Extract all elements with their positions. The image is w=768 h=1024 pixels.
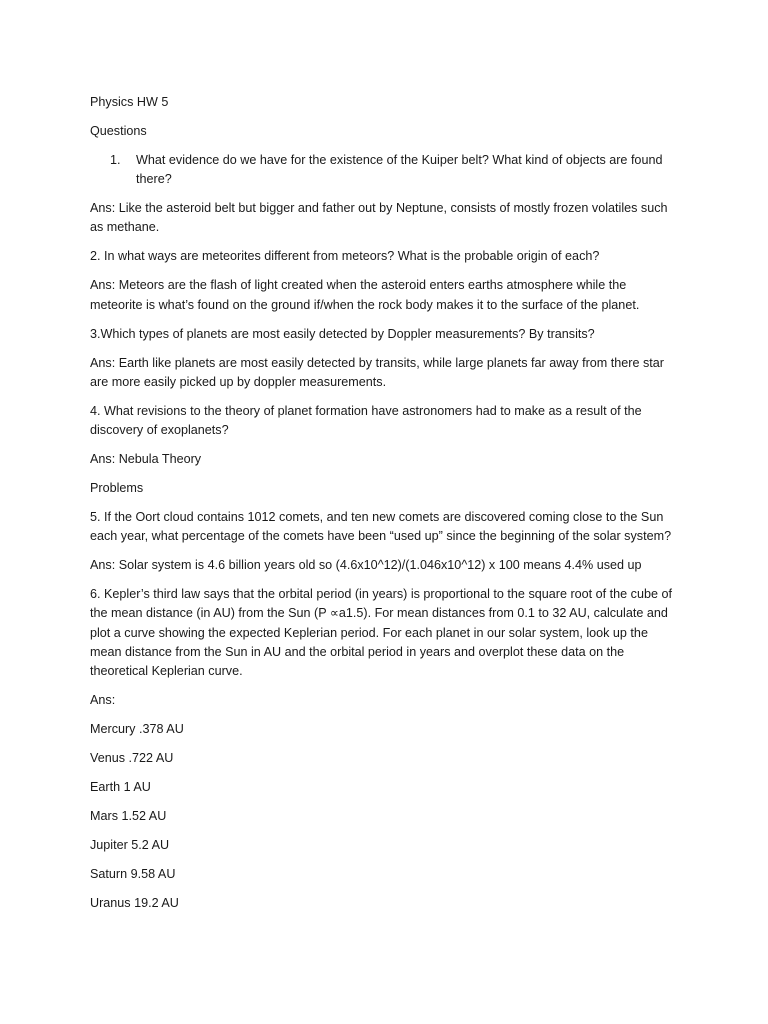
planet-saturn: Saturn 9.58 AU xyxy=(90,867,176,882)
question-1-number: 1. xyxy=(110,153,121,167)
answer-3: Ans: Earth like planets are most easily detected by transits, while large planets far away from there star are more easily picked up by doppler measurements. xyxy=(90,355,664,389)
planet-earth: Earth 1 AU xyxy=(90,780,151,795)
planet-venus: Venus .722 AU xyxy=(90,751,174,766)
questions-heading: Questions xyxy=(90,124,147,138)
question-2: 2. In what ways are meteorites different from meteors? What is the probable origin of each? xyxy=(90,249,600,264)
answer-1: Ans: Like the asteroid belt but bigger and father out by Neptune, consists of mostly frozen volatiles such as methane. xyxy=(90,201,668,235)
question-3: 3.Which types of planets are most easily detected by Doppler measurements? By transits? xyxy=(90,326,595,341)
planet-uranus: Uranus 19.2 AU xyxy=(90,896,179,911)
planet-mars: Mars 1.52 AU xyxy=(90,809,167,824)
answer-2: Ans: Meteors are the flash of light created when the asteroid enters earths atmosphere while the meteorite is what’s found on the ground if/when the rock body makes it to the surface of the planet. xyxy=(90,278,640,312)
question-5: 5. If the Oort cloud contains 1012 comets, and ten new comets are discovered coming close to the Sun each year, what percentage of the comets have been “used up” since the beginning of the solar system? xyxy=(90,510,672,544)
answer-4: Ans: Nebula Theory xyxy=(90,452,202,467)
answer-6-label: Ans: xyxy=(90,693,116,708)
answer-5: Ans: Solar system is 4.6 billion years old so (4.6x10^12)/(1.046x10^12) x 100 means 4.4% used up xyxy=(90,558,642,573)
problems-heading: Problems xyxy=(90,481,144,496)
question-1 xyxy=(90,151,680,189)
document-page xyxy=(90,93,680,923)
question-1-text: What evidence do we have for the existence of the Kuiper belt? What kind of objects are found there? xyxy=(136,153,663,187)
question-6: 6. Kepler’s third law says that the orbital period (in years) is proportional to the square root of the cube of the mean distance (in AU) from the Sun (P ∝a1.5). For mean distances from 0.1 to 32 AU, calculate and plot a curve showing the expected Keplerian period. For each planet in our solar system, look up the mean distance from the Sun in AU and the orbital period in years and overplot these data on the theoretical Keplerian curve. xyxy=(90,587,672,679)
document-title: Physics HW 5 xyxy=(90,95,169,109)
planet-mercury: Mercury .378 AU xyxy=(90,722,184,737)
question-4: 4. What revisions to the theory of planet formation have astronomers had to make as a result of the discovery of exoplanets? xyxy=(90,403,642,438)
planet-jupiter: Jupiter 5.2 AU xyxy=(90,838,170,853)
